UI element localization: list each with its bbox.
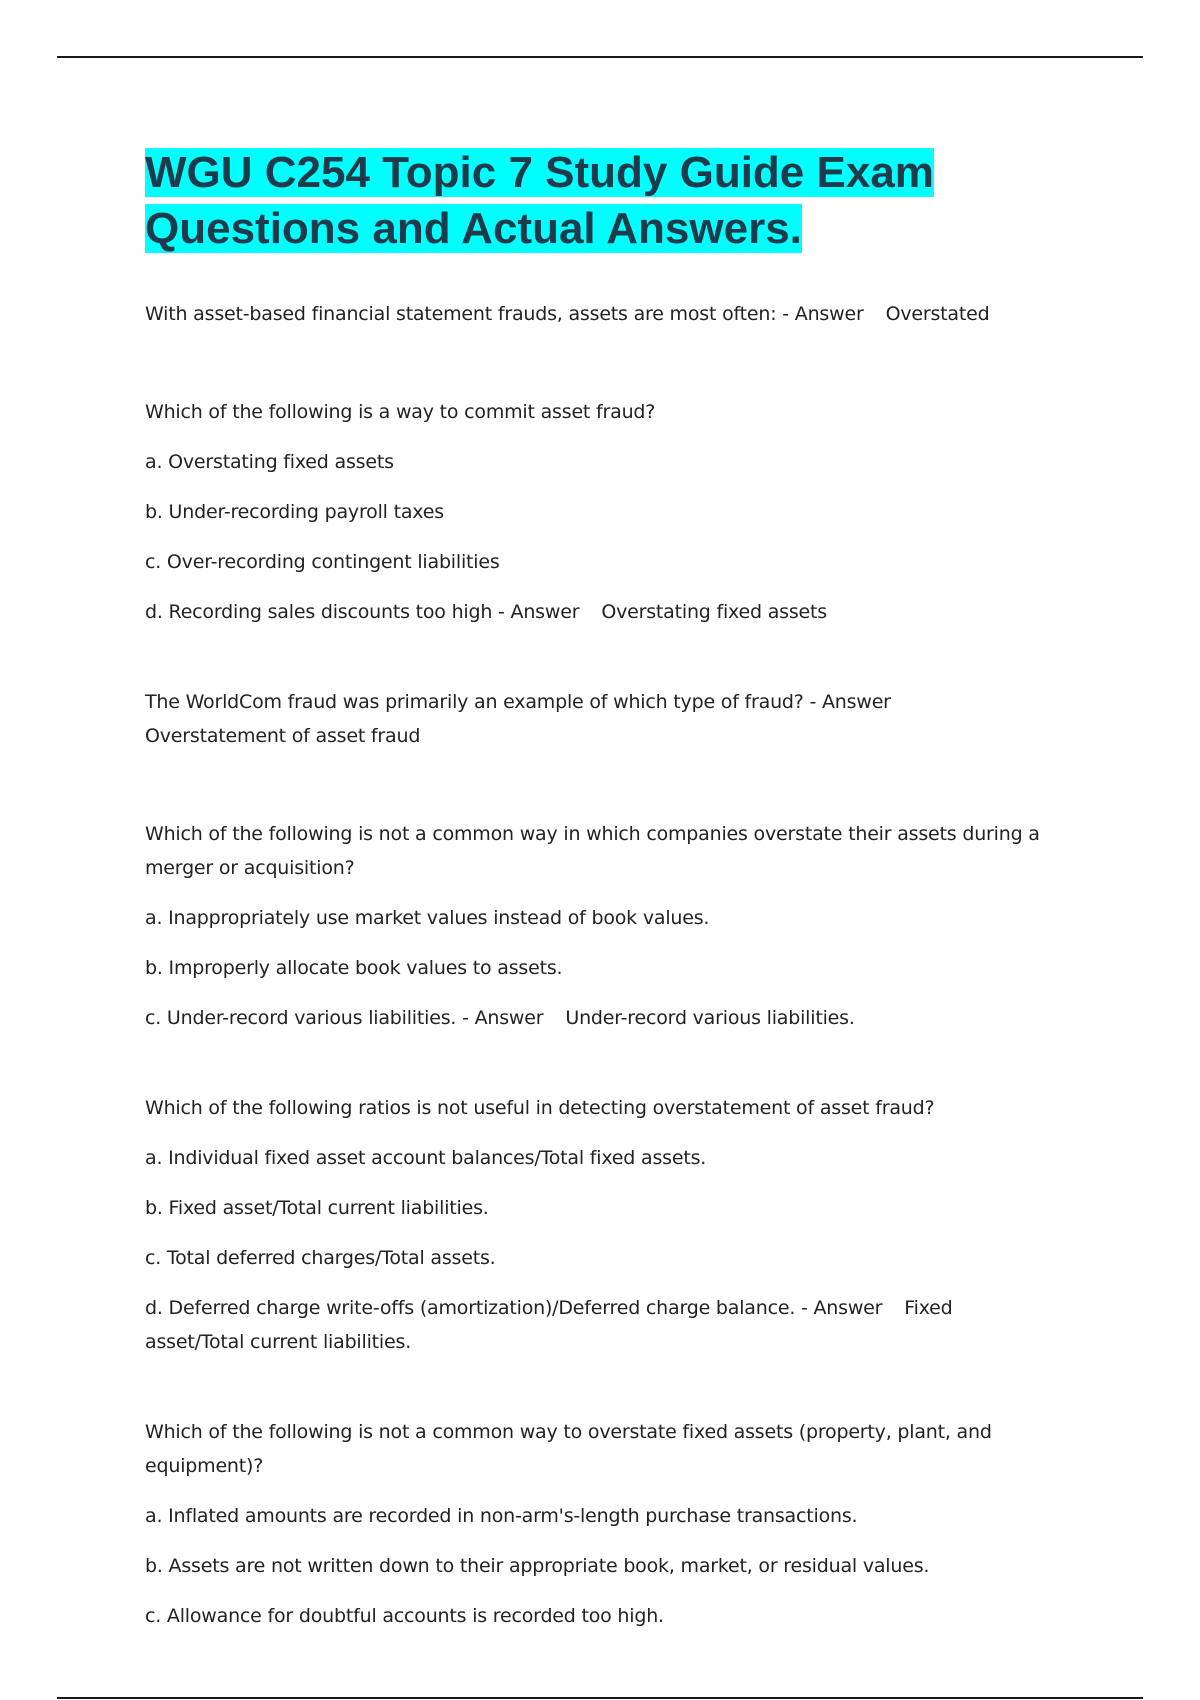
answer-text: Overstatement of asset fraud	[145, 725, 421, 747]
question-prompt: With asset-based financial statement frauds, assets are most often: - Answer	[145, 303, 864, 325]
question-prompt: Which of the following is a way to commit asset fraud?	[145, 401, 656, 423]
option-a: a. Overstating fixed assets	[145, 451, 394, 473]
option-b: b. Fixed asset/Total current liabilities.	[145, 1197, 489, 1219]
answer-text-line-1: Fixed	[904, 1297, 953, 1319]
question-prompt	[145, 1415, 1095, 1483]
option-d	[145, 1291, 1095, 1359]
answer-text-line-2: asset/Total current liabilities.	[145, 1331, 412, 1353]
option-b: b. Improperly allocate book values to assets.	[145, 957, 563, 979]
option-a: a. Inflated amounts are recorded in non-arm's-length purchase transactions.	[145, 1505, 858, 1527]
question-prompt-line-1: Which of the following is not a common way in which companies overstate their assets during a	[145, 823, 1040, 845]
option-d-text: d. Deferred charge write-offs (amortization)/Deferred charge balance. - Answer	[145, 1297, 883, 1319]
option-c: c. Allowance for doubtful accounts is recorded too high.	[145, 1605, 664, 1627]
question-prompt-line-2: equipment)?	[145, 1455, 264, 1477]
spacer	[145, 769, 1095, 817]
option-d	[145, 595, 1095, 629]
option-a: a. Individual fixed asset account balances/Total fixed assets.	[145, 1147, 707, 1169]
answer-text: Overstating fixed assets	[601, 601, 827, 623]
option-c: c. Over-recording contingent liabilities	[145, 551, 500, 573]
option-c	[145, 1001, 1095, 1035]
document-title	[145, 145, 1095, 257]
question-prompt-line-2: merger or acquisition?	[145, 857, 355, 879]
header-rule	[57, 56, 1143, 58]
title-line-1: WGU C254 Topic 7 Study Guide Exam	[145, 148, 934, 197]
question-block-1	[145, 297, 1095, 331]
question-prompt: Which of the following ratios is not useful in detecting overstatement of asset fraud?	[145, 1097, 935, 1119]
question-prompt-line-1: Which of the following is not a common way to overstate fixed assets (property, plant, and	[145, 1421, 992, 1443]
footer-rule	[57, 1697, 1143, 1699]
question-block-2	[145, 395, 1095, 629]
option-d-text: d. Recording sales discounts too high - Answer	[145, 601, 580, 623]
option-a: a. Inappropriately use market values instead of book values.	[145, 907, 710, 929]
option-c-text: c. Under-record various liabilities. - Answer	[145, 1007, 544, 1029]
answer-text: Overstated	[885, 303, 990, 325]
option-b: b. Assets are not written down to their appropriate book, market, or residual values.	[145, 1555, 930, 1577]
question-block-6	[145, 1415, 1095, 1633]
question-text	[145, 685, 1095, 753]
document-body	[145, 145, 1095, 1649]
question-block-4	[145, 817, 1095, 1035]
spacer	[145, 1375, 1095, 1415]
spacer	[145, 347, 1095, 395]
question-text	[145, 297, 1095, 331]
answer-text: Under-record various liabilities.	[565, 1007, 855, 1029]
question-prompt	[145, 817, 1095, 885]
spacer	[145, 645, 1095, 685]
option-c: c. Total deferred charges/Total assets.	[145, 1247, 496, 1269]
spacer	[145, 1051, 1095, 1091]
option-b: b. Under-recording payroll taxes	[145, 501, 444, 523]
question-block-5	[145, 1091, 1095, 1359]
question-prompt: The WorldCom fraud was primarily an example of which type of fraud? - Answer	[145, 691, 891, 713]
question-block-3	[145, 685, 1095, 753]
title-line-2: Questions and Actual Answers.	[145, 204, 802, 253]
